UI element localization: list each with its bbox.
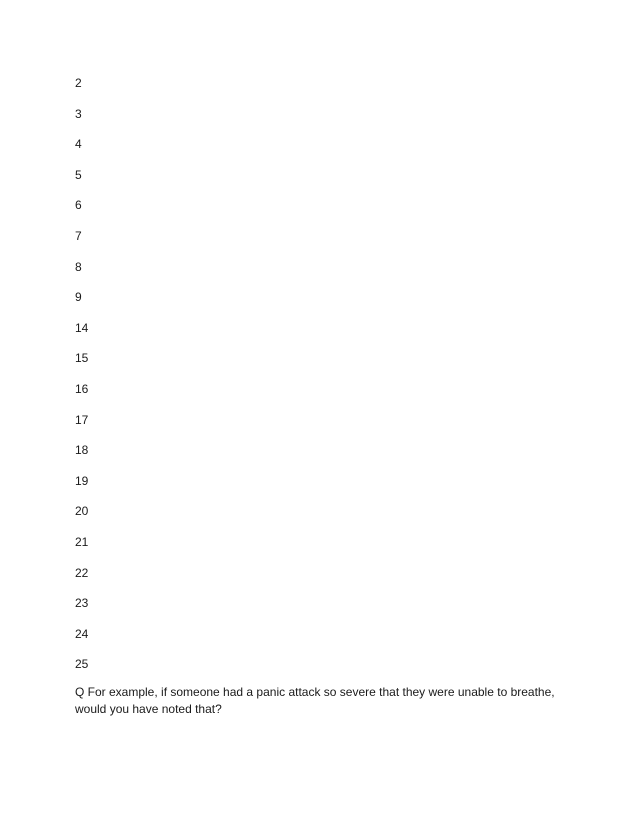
line-number: 7 xyxy=(75,228,82,243)
question-text xyxy=(75,684,575,718)
line-number: 8 xyxy=(75,259,82,274)
line-number: 16 xyxy=(75,381,89,396)
line-number: 2 xyxy=(75,76,82,90)
line-number: 14 xyxy=(75,320,89,335)
line-number: 3 xyxy=(75,106,82,121)
line-number: 18 xyxy=(75,443,89,458)
line-number: 15 xyxy=(75,351,89,366)
line-number-list xyxy=(75,73,88,685)
line-number: 22 xyxy=(75,565,89,580)
line-number: 24 xyxy=(75,626,89,641)
line-number: 17 xyxy=(75,412,89,427)
line-number: 20 xyxy=(75,504,89,519)
question-line-1: Q For example, if someone had a panic attack so severe that they were unable to breathe, xyxy=(75,685,555,699)
line-number: 6 xyxy=(75,198,82,213)
line-number: 25 xyxy=(75,657,89,672)
line-number: 21 xyxy=(75,534,89,549)
line-number: 23 xyxy=(75,596,89,611)
question-line-2: would you have noted that? xyxy=(75,702,222,716)
line-number: 9 xyxy=(75,290,82,305)
line-number: 19 xyxy=(75,473,89,488)
line-number: 4 xyxy=(75,137,82,152)
line-number: 5 xyxy=(75,167,82,182)
